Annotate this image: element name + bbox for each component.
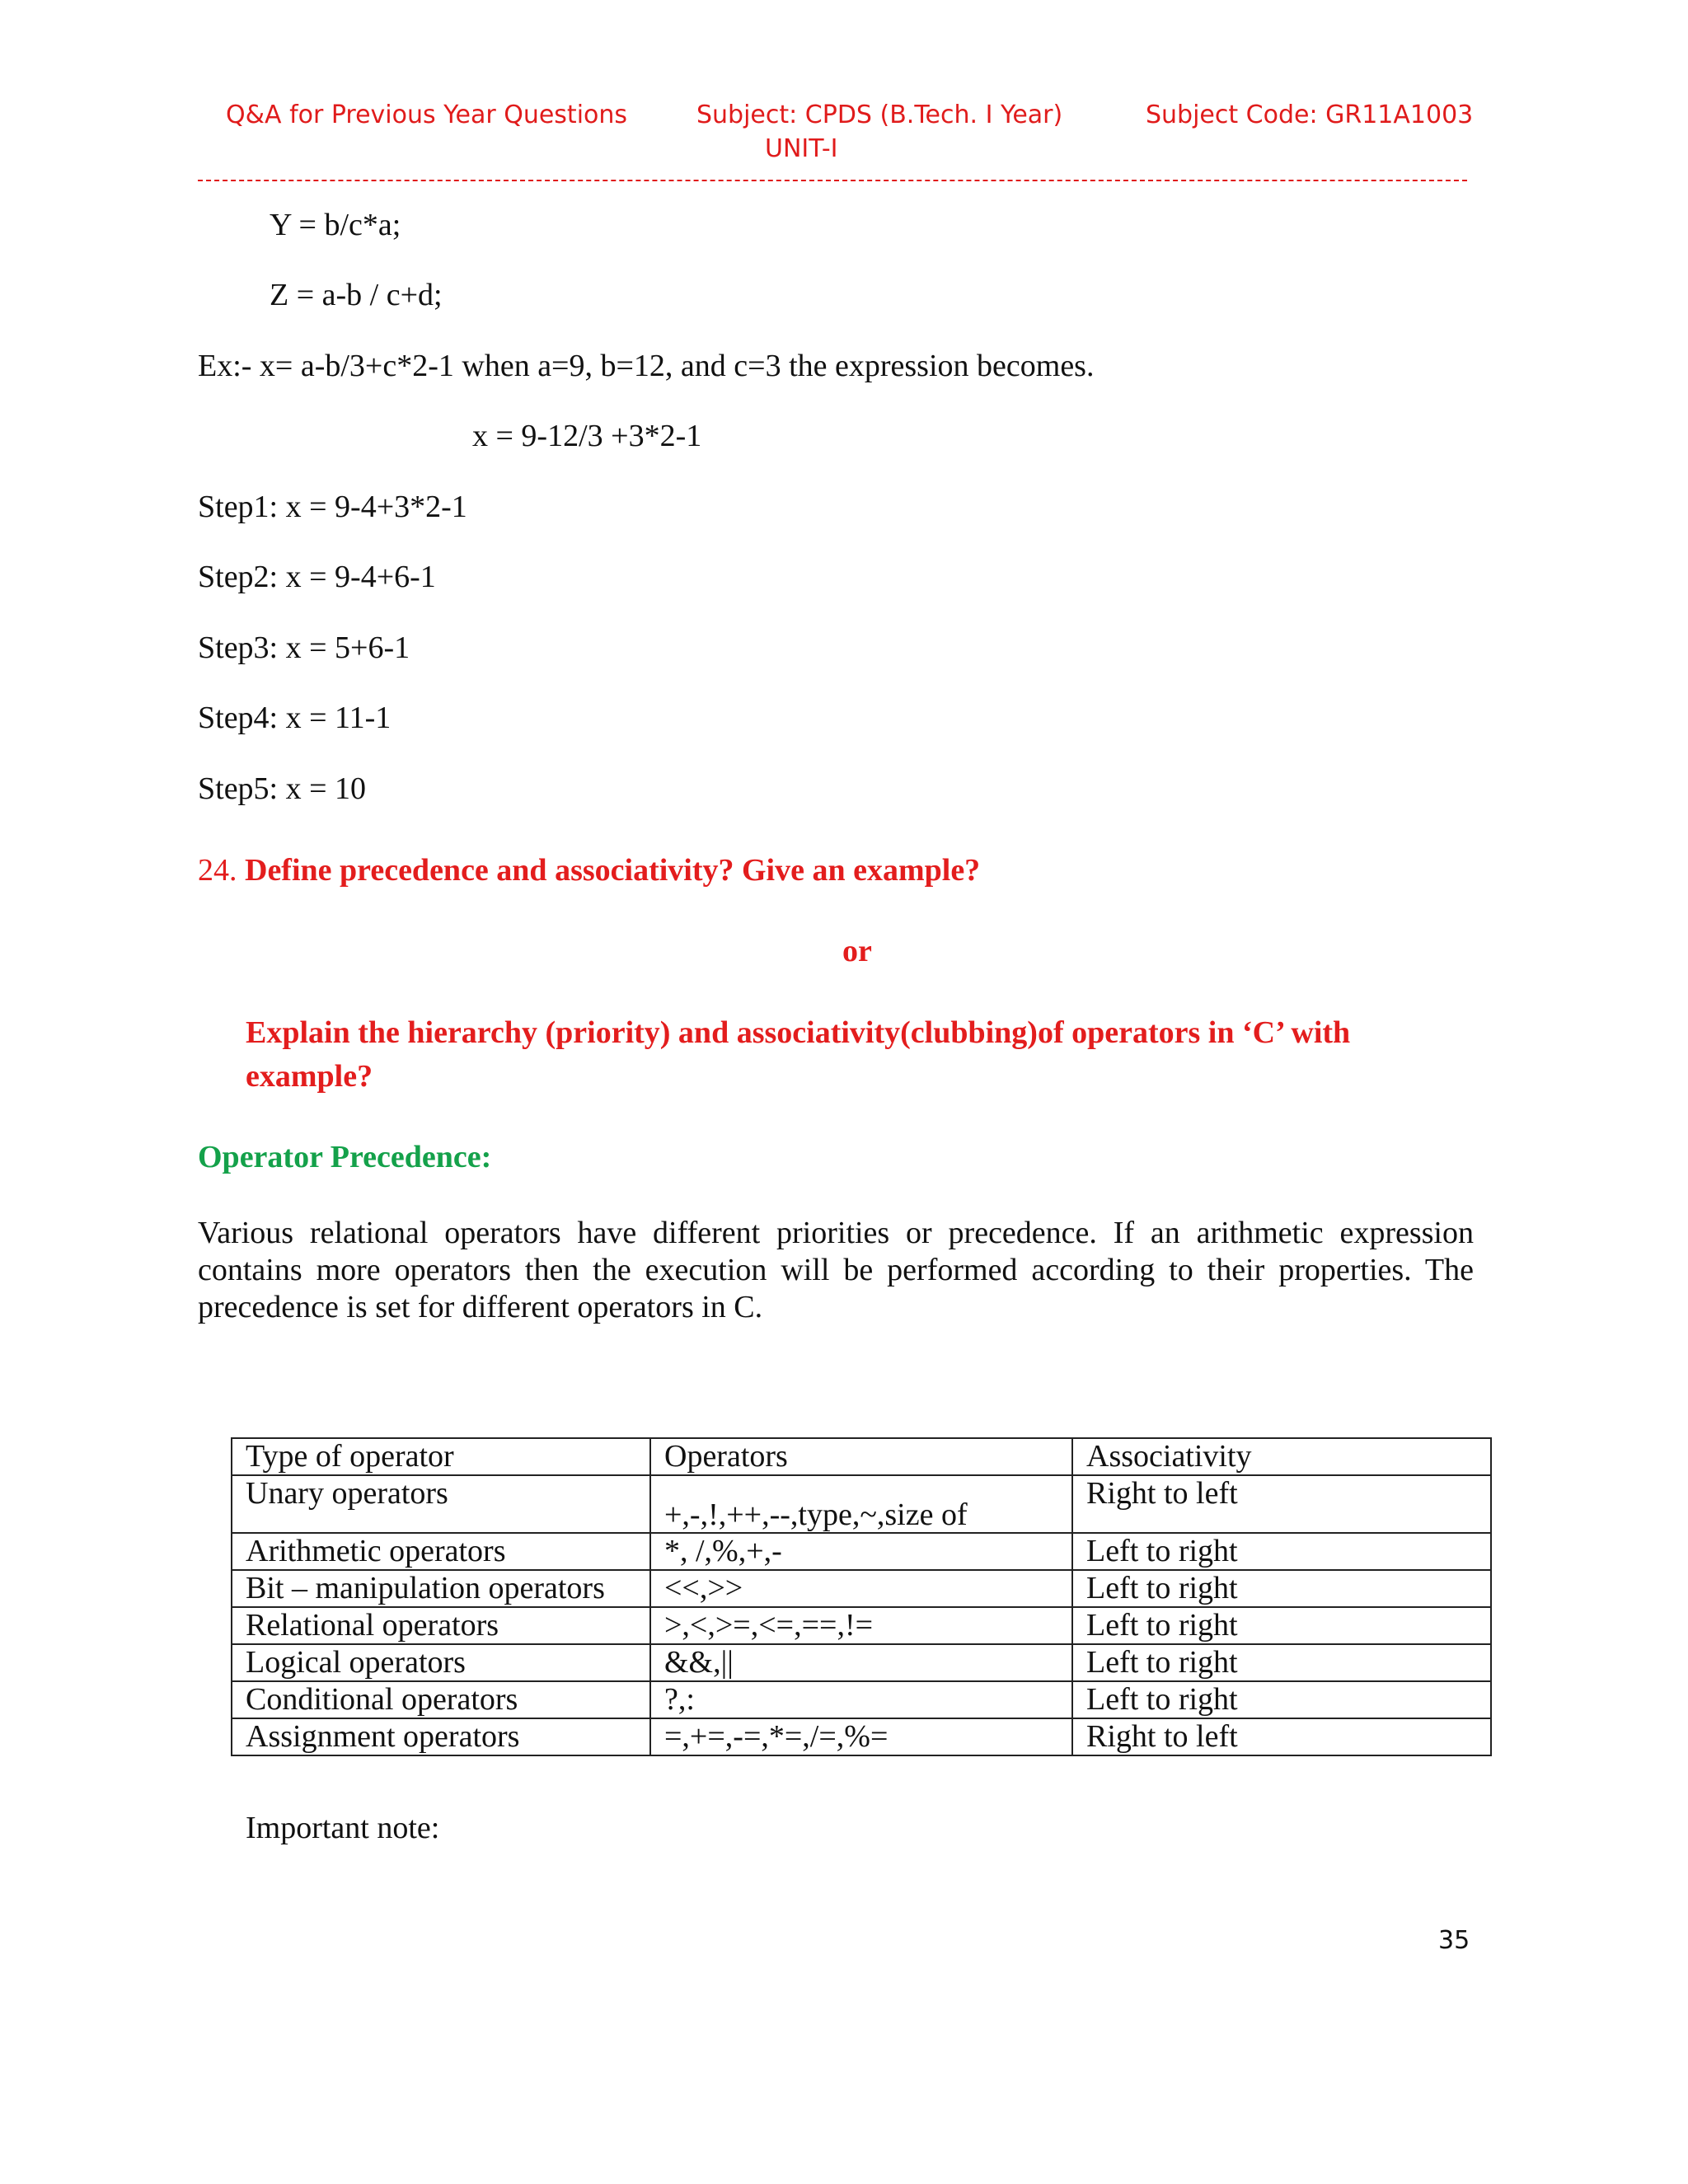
table-cell-operators: >,<,>=,<=,==,!= bbox=[650, 1607, 1072, 1644]
table-row bbox=[232, 1644, 1491, 1681]
table-cell-associativity: Left to right bbox=[1072, 1681, 1491, 1718]
question-title: Define precedence and associativity? Give an example? bbox=[245, 853, 981, 888]
table-cell-type: Unary operators bbox=[232, 1475, 650, 1533]
table-cell-operators: +,-,!,++,--,type,~,size of bbox=[650, 1475, 1072, 1533]
step-1: Step1: x = 9-4+3*2-1 bbox=[198, 490, 467, 524]
table-row bbox=[232, 1718, 1491, 1755]
table-cell-type: Conditional operators bbox=[232, 1681, 650, 1718]
z-expression: Z = a-b / c+d; bbox=[270, 278, 443, 312]
table-row bbox=[232, 1607, 1491, 1644]
table-row bbox=[232, 1570, 1491, 1607]
table-cell-associativity: Left to right bbox=[1072, 1607, 1491, 1644]
table-cell-operators: <<,>> bbox=[650, 1570, 1072, 1607]
table-cell-type: Arithmetic operators bbox=[232, 1533, 650, 1570]
question-alt-line2: example? bbox=[246, 1059, 373, 1094]
substituted-expression: x = 9-12/3 +3*2-1 bbox=[472, 419, 702, 453]
table-cell-operators: *, /,%,+,- bbox=[650, 1533, 1072, 1570]
important-note: Important note: bbox=[246, 1811, 440, 1845]
step-5: Step5: x = 10 bbox=[198, 771, 367, 806]
header-subject: Subject: CPDS (B.Tech. I Year) bbox=[696, 101, 1063, 129]
table-cell-type: Relational operators bbox=[232, 1607, 650, 1644]
table-cell-type: Logical operators bbox=[232, 1644, 650, 1681]
table-header-row bbox=[232, 1438, 1491, 1475]
table-row bbox=[232, 1533, 1491, 1570]
table-cell-associativity: Right to left bbox=[1072, 1718, 1491, 1755]
table-cell-associativity: Left to right bbox=[1072, 1644, 1491, 1681]
section-heading-operator-precedence: Operator Precedence: bbox=[198, 1140, 492, 1174]
table-cell-associativity: Left to right bbox=[1072, 1533, 1491, 1570]
table-cell-operators: =,+=,-=,*=,/=,%= bbox=[650, 1718, 1072, 1755]
question-or: or bbox=[842, 934, 872, 968]
question-24 bbox=[198, 855, 980, 886]
table-cell-operators: ?,: bbox=[650, 1681, 1072, 1718]
question-alt-line1: Explain the hierarchy (priority) and associativity(clubbing)of operators in ‘C’ with bbox=[246, 1015, 1351, 1050]
precedence-table bbox=[231, 1437, 1492, 1756]
example-line: Ex:- x= a-b/3+c*2-1 when a=9, b=12, and c=3 the expression becomes. bbox=[198, 349, 1095, 383]
table-cell-operators: &&,|| bbox=[650, 1644, 1072, 1681]
page-number: 35 bbox=[1438, 1926, 1470, 1955]
table-row bbox=[232, 1681, 1491, 1718]
table-cell-type: Bit – manipulation operators bbox=[232, 1570, 650, 1607]
step-2: Step2: x = 9-4+6-1 bbox=[198, 560, 436, 594]
step-4: Step4: x = 11-1 bbox=[198, 701, 392, 735]
y-expression: Y = b/c*a; bbox=[270, 208, 401, 242]
header-unit: UNIT-I bbox=[765, 134, 838, 163]
table-header-cell: Operators bbox=[650, 1438, 1072, 1475]
precedence-paragraph: Various relational operators have different priorities or precedence. If an arithmetic expression contains more operators then the execution will be performed according to their properties. The precedence is set for different operators in C. bbox=[198, 1216, 1474, 1324]
table-cell-type: Assignment operators bbox=[232, 1718, 650, 1755]
table-row bbox=[232, 1475, 1491, 1533]
table-cell-associativity: Right to left bbox=[1072, 1475, 1491, 1533]
header-subject-code: Subject Code: GR11A1003 bbox=[1146, 101, 1474, 129]
header-left: Q&A for Previous Year Questions bbox=[226, 101, 628, 129]
table-cell-associativity: Left to right bbox=[1072, 1570, 1491, 1607]
question-number: 24. bbox=[198, 853, 237, 888]
table-header-cell: Type of operator bbox=[232, 1438, 650, 1475]
header-divider bbox=[198, 180, 1467, 181]
step-3: Step3: x = 5+6-1 bbox=[198, 630, 410, 665]
table-header-cell: Associativity bbox=[1072, 1438, 1491, 1475]
